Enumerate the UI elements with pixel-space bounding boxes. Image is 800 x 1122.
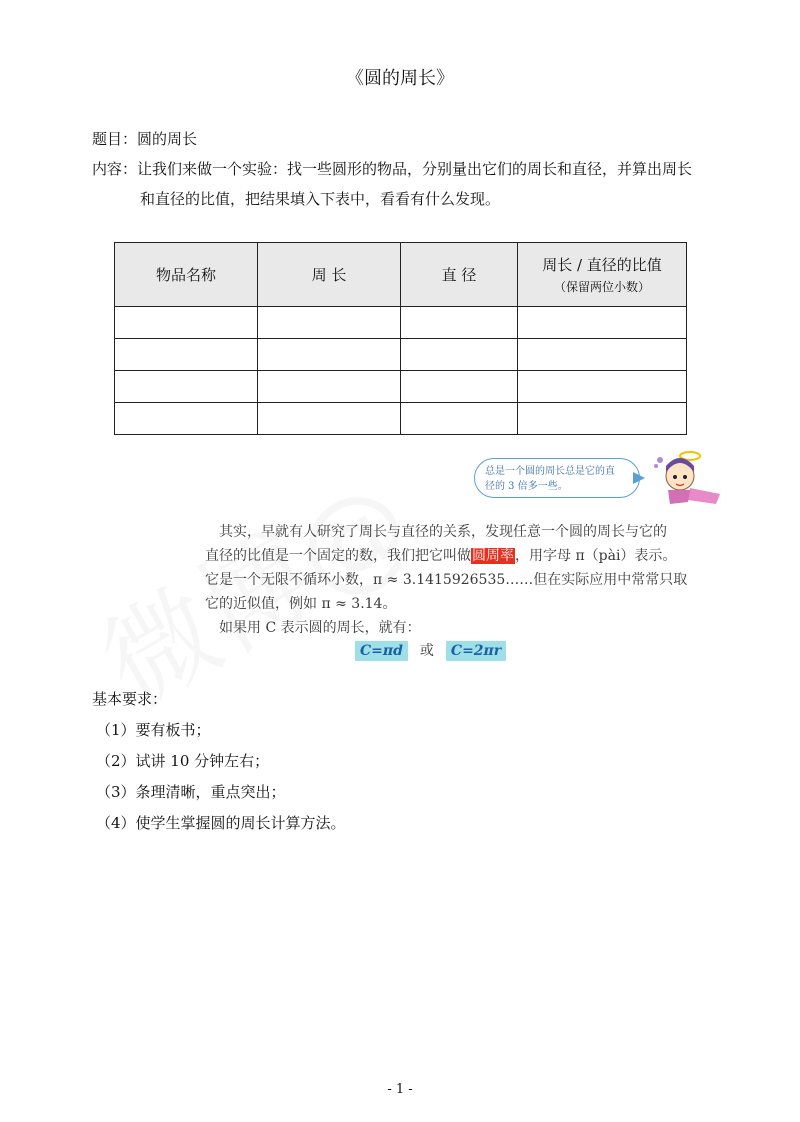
- data-table: [114, 242, 687, 435]
- excerpt-line-5: 如果用 C 表示圆的周长，就有：: [219, 620, 421, 636]
- formula-radius: C=2πr: [446, 641, 506, 661]
- table-row: [115, 307, 687, 339]
- table-cell[interactable]: [115, 339, 258, 371]
- requirement-item: （3）条理清晰，重点突出；: [96, 783, 286, 801]
- table-cell[interactable]: [258, 339, 401, 371]
- table-cell[interactable]: [258, 403, 401, 435]
- table-cell[interactable]: [401, 403, 518, 435]
- content-line-2: 和直径的比值，把结果填入下表中，看看有什么发现。: [140, 190, 501, 208]
- excerpt-line-3: 它是一个无限不循环小数，π ≈ 3.1415926535……但在实际应用中常常只取: [205, 572, 688, 588]
- table-row: [115, 339, 687, 371]
- table-cell[interactable]: [115, 403, 258, 435]
- excerpt-text: ，用字母 π（pài）表示。: [515, 548, 677, 564]
- topic-line: 题目：圆的周长: [92, 130, 198, 148]
- table-cell[interactable]: [518, 403, 687, 435]
- table-cell[interactable]: [518, 371, 687, 403]
- header-ratio: 周长 / 直径的比值 （保留两位小数）: [518, 243, 687, 307]
- table-cell[interactable]: [401, 307, 518, 339]
- requirement-item: （4）使学生掌握圆的周长计算方法。: [96, 814, 346, 832]
- textbook-excerpt: [205, 520, 688, 640]
- page-title: 《圆的周长》: [346, 68, 454, 89]
- excerpt-line-2: [205, 544, 677, 568]
- table-row: [115, 371, 687, 403]
- content-line-1: 内容：让我们来做一个实验：找一些圆形的物品，分别量出它们的周长和直径，并算出周长: [92, 160, 693, 178]
- table-cell[interactable]: [518, 339, 687, 371]
- bubble-text-1: 总是一个圆的周长总是它的直: [485, 466, 615, 477]
- table-cell[interactable]: [115, 307, 258, 339]
- table-cell[interactable]: [258, 307, 401, 339]
- bubble-text-2: 径的 3 倍多一些。: [485, 481, 568, 492]
- bubble-tail: [633, 472, 645, 484]
- header-diameter: 直 径: [401, 243, 518, 307]
- excerpt-line-4: 它的近似值，例如 π ≈ 3.14。: [205, 596, 397, 612]
- formula-or: 或: [419, 643, 434, 659]
- header-item-name: 物品名称: [115, 243, 258, 307]
- table-row: [115, 403, 687, 435]
- speech-bubble: [474, 458, 640, 498]
- table-cell[interactable]: [115, 371, 258, 403]
- excerpt-line-1: 其实，早就有人研究了周长与直径的关系，发现任意一个圆的周长与它的: [219, 524, 667, 540]
- cartoon-child-icon: [650, 446, 730, 508]
- pi-term-highlight: 圆周率: [472, 548, 514, 564]
- table-cell[interactable]: [518, 307, 687, 339]
- requirements: [92, 688, 346, 843]
- header-ratio-note: （保留两位小数）: [553, 280, 650, 294]
- requirement-item: （1）要有板书；: [96, 721, 211, 739]
- formula-diameter: C=πd: [355, 641, 408, 661]
- excerpt-text: 直径的比值是一个固定的数，我们把它叫做: [205, 548, 471, 564]
- table-header-row: [115, 243, 687, 307]
- header-circumference: 周 长: [258, 243, 401, 307]
- formula-row: [355, 640, 506, 661]
- table-cell[interactable]: [401, 339, 518, 371]
- page-number: - 1 -: [387, 1082, 413, 1097]
- requirements-heading: 基本要求：: [92, 690, 168, 708]
- table-cell[interactable]: [258, 371, 401, 403]
- table-cell[interactable]: [401, 371, 518, 403]
- requirement-item: （2）试讲 10 分钟左右；: [96, 752, 270, 770]
